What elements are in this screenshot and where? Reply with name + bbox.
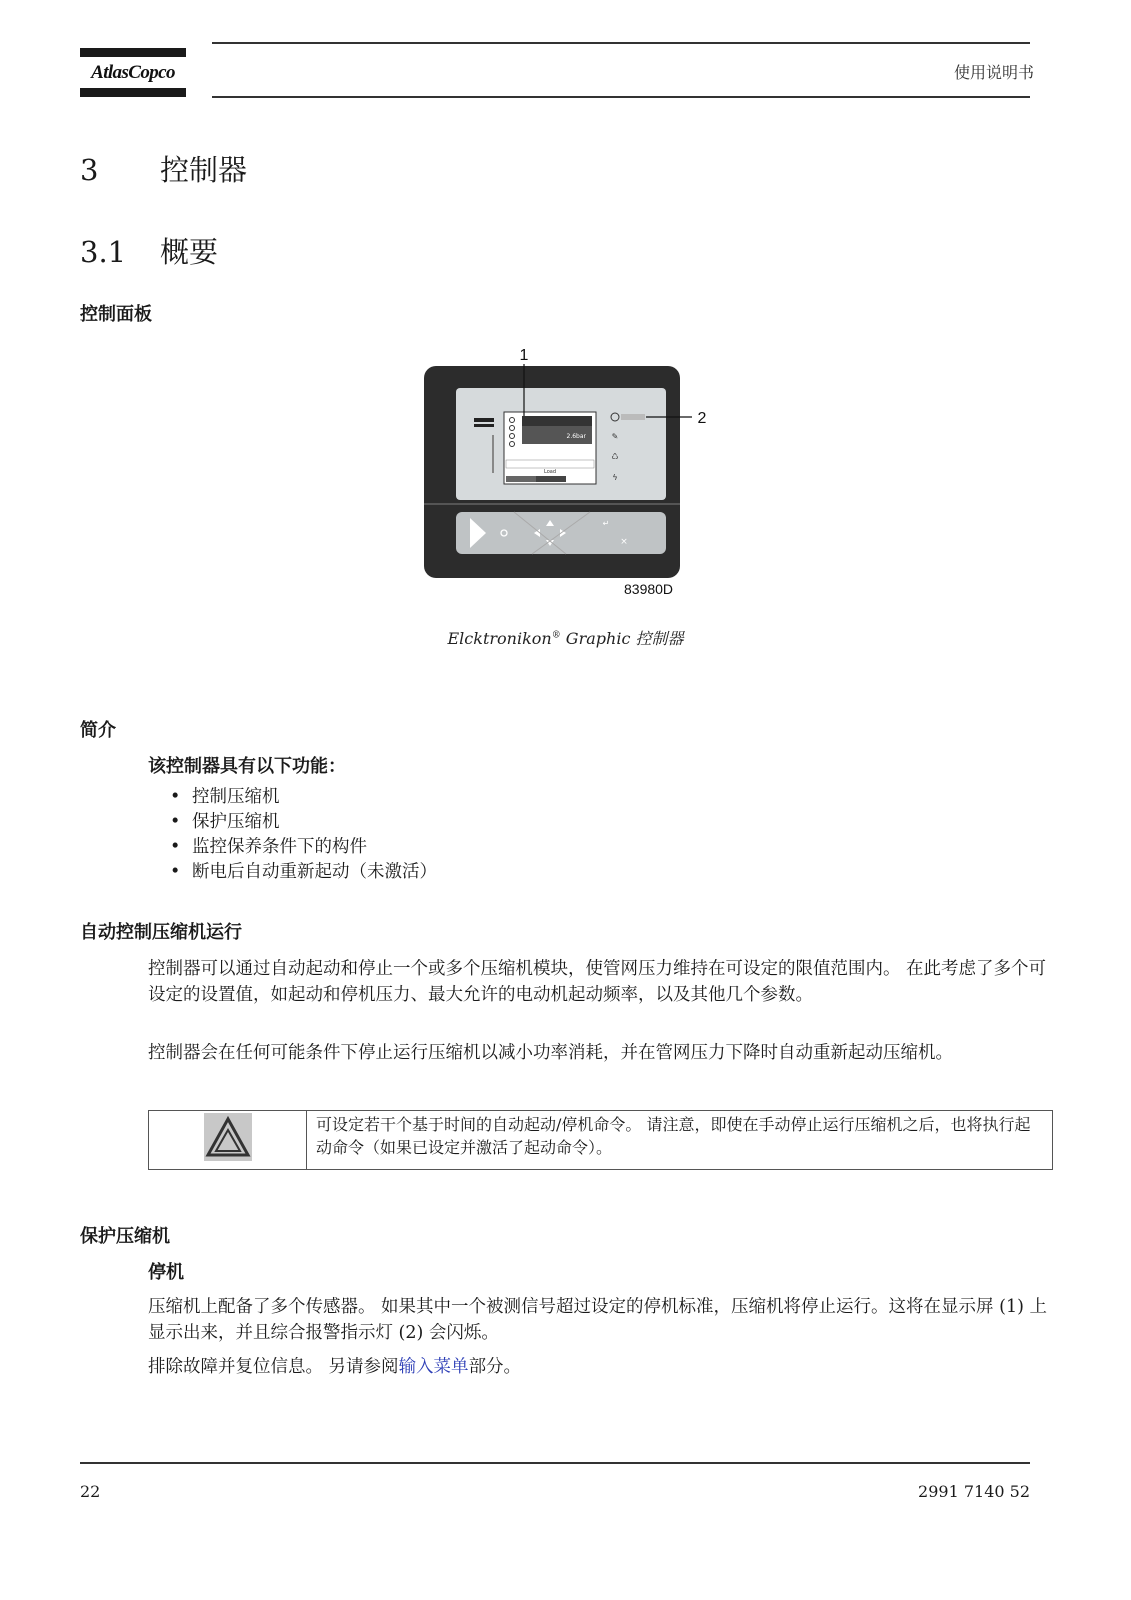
screen-value: 2.6bar bbox=[566, 433, 586, 440]
svg-text:♺: ♺ bbox=[611, 452, 619, 461]
svg-text:✎: ✎ bbox=[611, 432, 619, 441]
figure-code: 83980D bbox=[624, 581, 674, 597]
logo-wordmark: AtlasCopco bbox=[91, 62, 175, 83]
protect-p2-tail: 部分。 bbox=[468, 1357, 522, 1377]
protect-paragraph-1: 压缩机上配备了多个传感器。 如果其中一个被测信号超过设定的停机标准，压缩机将停止运行。这将在显示屏 (1) 上显示出来，并且综合报警指示灯 (2) 会闪烁。 bbox=[148, 1297, 1047, 1343]
auto-control-paragraph-1: 控制器可以通过自动起动和停止一个或多个压缩机模块，使管网压力维持在可设定的限值范围内。 在此考虑了多个可设定的设置值，如起动和停机压力、最大允许的电动机起动频率，以及其他几个参数。 bbox=[148, 959, 1047, 1005]
note-icon-cell bbox=[149, 1111, 307, 1169]
intro-heading: 简介 bbox=[80, 720, 116, 741]
control-panel-heading: 控制面板 bbox=[80, 304, 152, 325]
list-item: • 控制压缩机 bbox=[170, 785, 437, 810]
chapter-title: 控制器 bbox=[160, 153, 248, 187]
protect-paragraph-2 bbox=[148, 1354, 1048, 1380]
auto-control-paragraph-2: 控制器会在任何可能条件下停止运行压缩机以减小功率消耗，并在管网压力下降时自动重新起动压缩机。 bbox=[148, 1043, 953, 1063]
callout-1: 1 bbox=[519, 347, 529, 364]
note-box bbox=[148, 1110, 1053, 1170]
list-item: • 监控保养条件下的构件 bbox=[170, 835, 437, 860]
warning-triangle-icon bbox=[149, 1111, 306, 1169]
controller-figure bbox=[420, 340, 720, 605]
protect-p2-text: 排除故障并复位信息。 另请参阅 bbox=[148, 1357, 399, 1377]
screen-status: Load bbox=[544, 469, 556, 475]
caption-registered: ® bbox=[551, 630, 561, 641]
svg-text:ϟ: ϟ bbox=[612, 473, 618, 482]
callout-2: 2 bbox=[697, 410, 707, 427]
list-item: • 断电后自动重新起动（未激活） bbox=[170, 860, 437, 885]
input-menu-link[interactable]: 输入菜单 bbox=[398, 1357, 469, 1377]
controller-illustration bbox=[420, 340, 720, 605]
doc-title: 使用说明书 bbox=[953, 63, 1034, 82]
caption-product: Elcktronikon bbox=[447, 629, 552, 648]
header-rule-bottom bbox=[212, 96, 1030, 98]
chapter-number: 3 bbox=[80, 153, 99, 187]
feature-list bbox=[170, 785, 437, 885]
svg-text:×: × bbox=[620, 537, 628, 547]
chapter-heading bbox=[80, 148, 247, 189]
doc-number: 2991 7140 52 bbox=[918, 1482, 1030, 1501]
section-number: 3.1 bbox=[80, 235, 127, 269]
section-title: 概要 bbox=[160, 235, 219, 269]
footer-rule bbox=[80, 1462, 1030, 1464]
caption-suffix: Graphic 控制器 bbox=[560, 629, 684, 648]
logo-bar-top bbox=[80, 48, 186, 57]
figure-caption bbox=[0, 626, 1131, 649]
auto-control-heading: 自动控制压缩机运行 bbox=[80, 922, 242, 943]
svg-text:↵: ↵ bbox=[602, 519, 610, 528]
note-text: 可设定若干个基于时间的自动起动/停机命令。 请注意，即使在手动停止运行压缩机之后，也将执行起动命令（如果已设定并激活了起动命令）。 bbox=[316, 1115, 1031, 1157]
list-item: • 保护压缩机 bbox=[170, 810, 437, 835]
shutdown-heading: 停机 bbox=[148, 1262, 184, 1283]
protect-heading: 保护压缩机 bbox=[80, 1226, 170, 1247]
page-number: 22 bbox=[80, 1482, 101, 1501]
section-heading bbox=[80, 230, 218, 271]
atlas-copco-logo bbox=[80, 48, 186, 100]
header-rule-top bbox=[212, 42, 1030, 44]
logo-bar-bottom bbox=[80, 88, 186, 97]
intro-lead: 该控制器具有以下功能： bbox=[148, 756, 346, 777]
